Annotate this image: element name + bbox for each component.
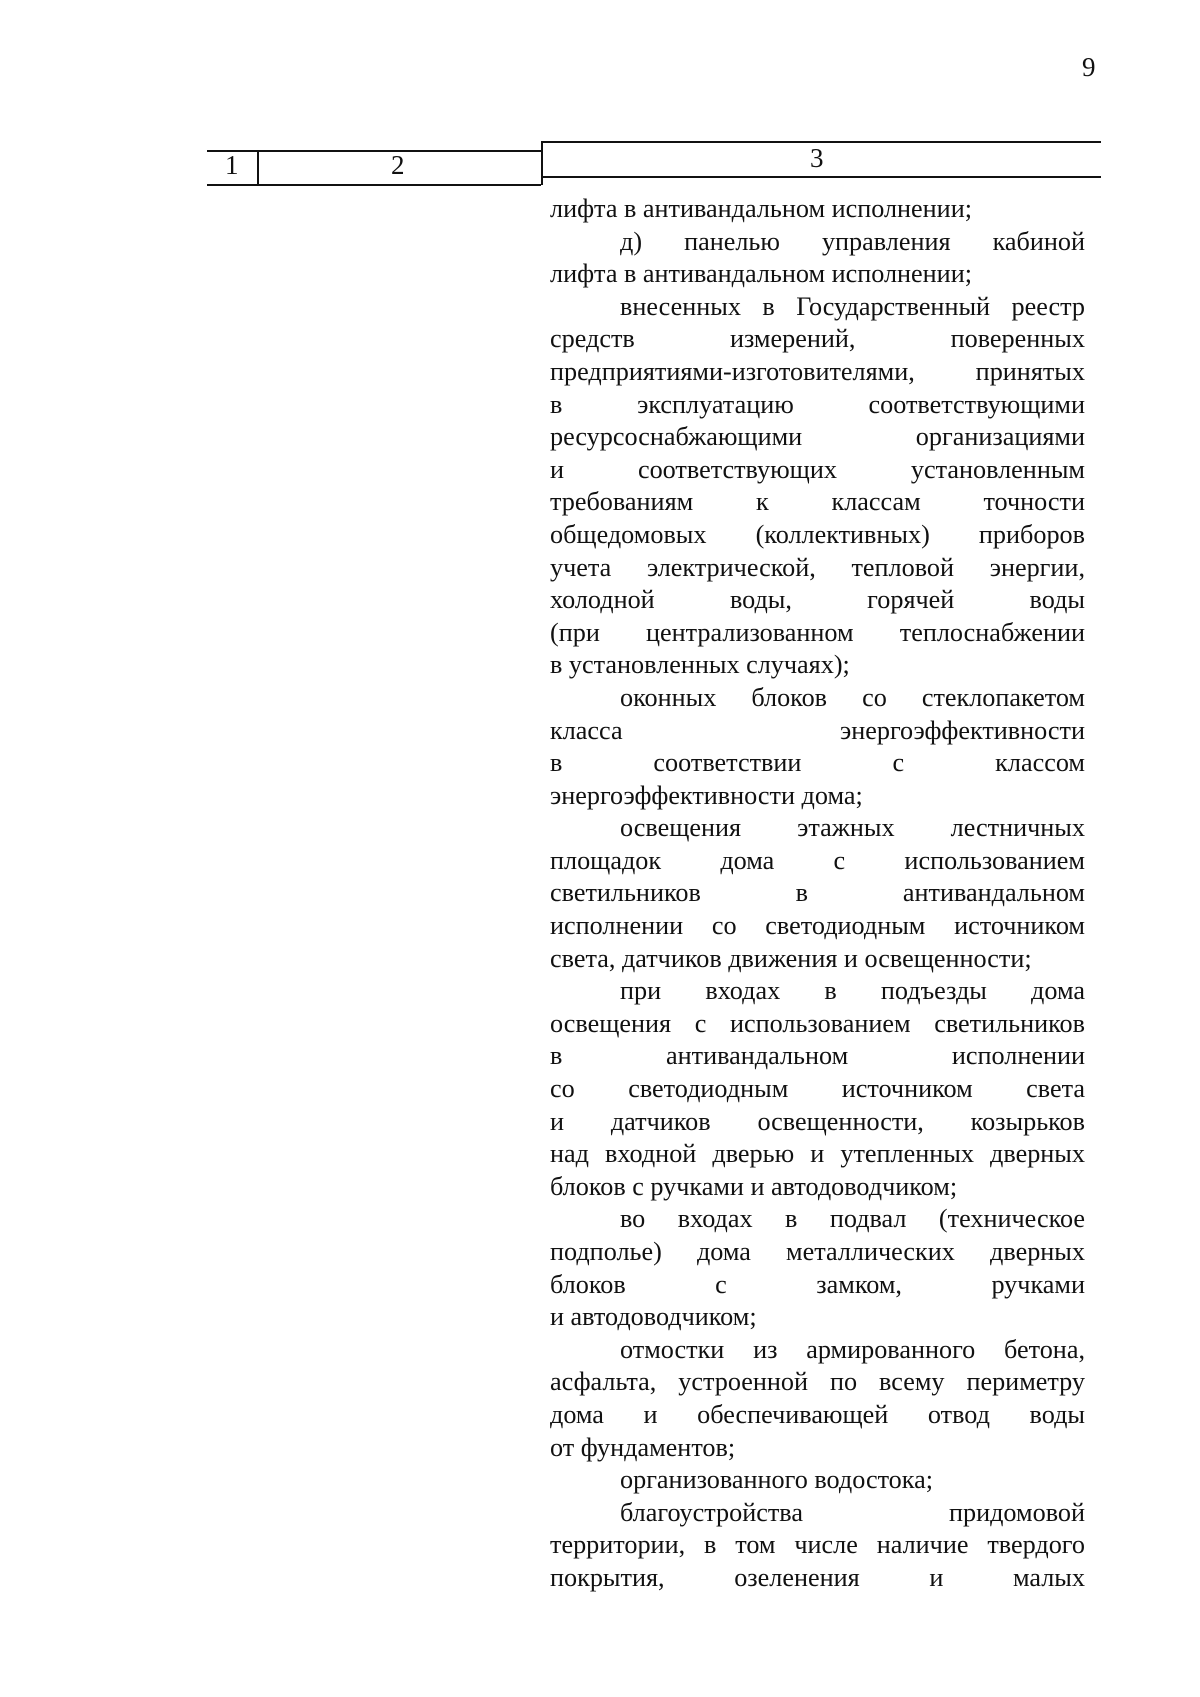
- text-line: исполнении со светодиодным источником: [550, 911, 1085, 941]
- header-divider-2: [541, 143, 543, 185]
- text-line: асфальта, устроенной по всему периметру: [550, 1367, 1085, 1397]
- text-line: лифта в антивандальном исполнении;: [550, 194, 972, 223]
- paragraph: [550, 1464, 1085, 1497]
- text-line: от фундаментов;: [550, 1432, 736, 1462]
- text-line: внесенных в Государственный реестр: [620, 291, 1085, 321]
- column-number-2: 2: [391, 150, 405, 180]
- column-number-3: 3: [810, 143, 824, 173]
- text-line: ресурсоснабжающими организациями: [550, 422, 1085, 452]
- text-line: над входной дверью и утепленных дверных: [550, 1139, 1085, 1169]
- text-line: холодной воды, горячей воды: [550, 585, 1085, 615]
- text-line: учета электрической, тепловой энергии,: [550, 552, 1085, 582]
- text-line: отмостки из армированного бетона,: [620, 1334, 1085, 1364]
- paragraph: [550, 1203, 1085, 1333]
- text-line: предприятиями-изготовителями, принятых: [550, 356, 1085, 386]
- text-line: средств измерений, поверенных: [550, 324, 1085, 354]
- text-line: лифта в антивандальном исполнении;: [550, 259, 972, 289]
- text-line: при входах в подъезды дома: [620, 976, 1085, 1006]
- paragraph: [550, 1334, 1085, 1464]
- text-line: оконных блоков со стеклопакетом: [620, 682, 1085, 712]
- document-body: [550, 193, 1085, 1595]
- text-line: общедомовых (коллективных) приборов: [550, 519, 1085, 549]
- paragraph: [550, 291, 1085, 682]
- text-line: и датчиков освещенности, козырьков: [550, 1106, 1085, 1136]
- text-line: класса энергоэффективности: [550, 715, 1085, 745]
- text-line: в антивандальном исполнении: [550, 1041, 1085, 1071]
- text-line: в эксплуатацию соответствующими: [550, 389, 1085, 419]
- text-line: энергоэффективности дома;: [550, 780, 863, 810]
- header-divider-1: [257, 150, 259, 185]
- text-line: в соответствии с классом: [550, 748, 1085, 778]
- text-line: покрытия, озеленения и малых: [550, 1562, 1085, 1592]
- text-line: и автодоводчиком;: [550, 1302, 757, 1332]
- text-line: площадок дома с использованием: [550, 845, 1085, 875]
- paragraph: [550, 193, 1085, 226]
- text-line: блоков с ручками и автодоводчиком;: [550, 1171, 958, 1201]
- text-line: д) панелью управления кабиной: [620, 226, 1085, 256]
- page-number: 9: [1082, 52, 1096, 82]
- text-line: территории, в том числе наличие твердого: [550, 1530, 1085, 1560]
- text-line: организованного водостока;: [620, 1465, 933, 1495]
- paragraph: [550, 812, 1085, 975]
- text-line: в установленных случаях);: [550, 650, 850, 680]
- text-line: со светодиодным источником света: [550, 1074, 1085, 1104]
- text-line: освещения этажных лестничных: [620, 813, 1085, 843]
- text-line: дома и обеспечивающей отвод воды: [550, 1399, 1085, 1429]
- paragraph: [550, 1497, 1085, 1595]
- column-number-1: 1: [225, 150, 239, 180]
- text-line: света, датчиков движения и освещенности;: [550, 943, 1032, 973]
- text-line: подполье) дома металлических дверных: [550, 1237, 1085, 1266]
- text-line: во входах в подвал (техническое: [620, 1204, 1085, 1234]
- text-line: благоустройства придомовой: [620, 1497, 1085, 1527]
- text-line: блоков с замком, ручками: [550, 1269, 1085, 1299]
- paragraph: [550, 226, 1085, 291]
- text-line: (при централизованном теплоснабжении: [550, 617, 1085, 647]
- header-bottom-rule-right: [541, 176, 1101, 178]
- text-line: светильников в антивандальном: [550, 878, 1085, 908]
- text-line: требованиям к классам точности: [550, 487, 1085, 517]
- text-line: освещения с использованием светильников: [550, 1008, 1085, 1038]
- paragraph: [550, 975, 1085, 1203]
- text-line: и соответствующих установленным: [550, 454, 1085, 484]
- paragraph: [550, 682, 1085, 812]
